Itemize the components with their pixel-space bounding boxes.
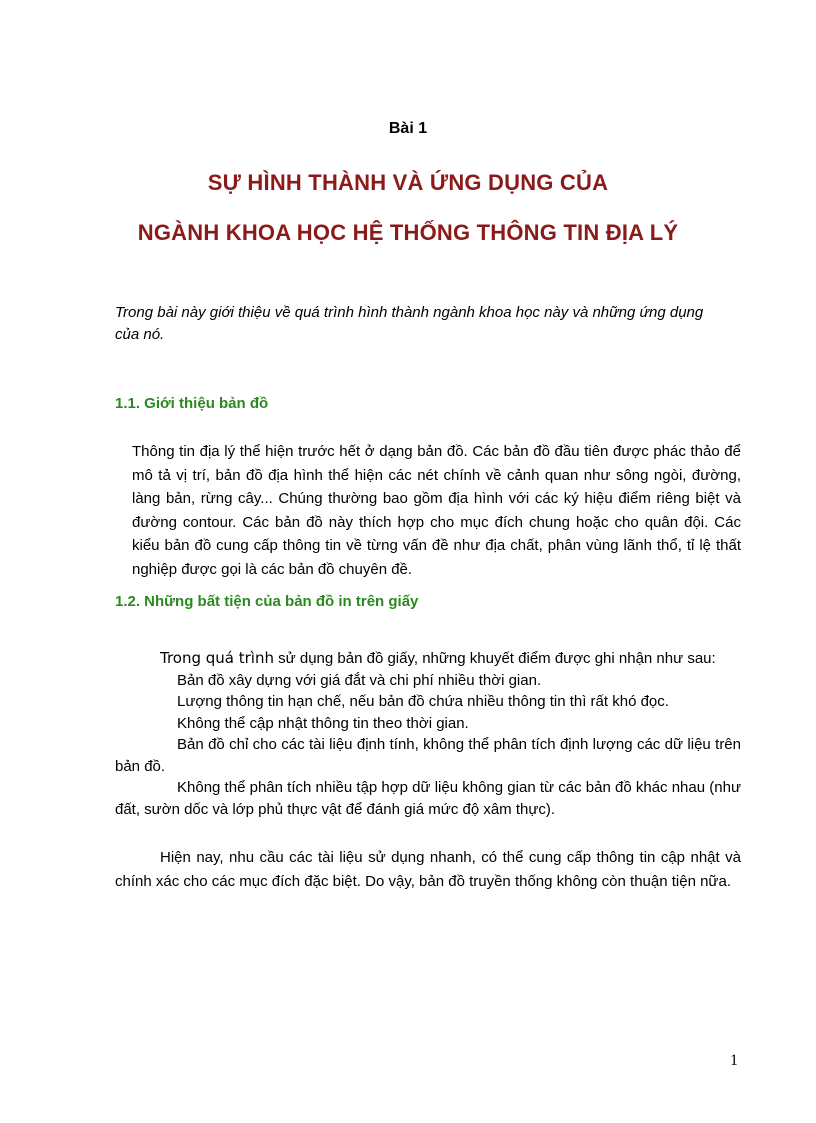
list-item: Bản đồ xây dựng với giá đắt và chi phí nhiều thời gian. [177,671,542,689]
section-1-heading: 1.1. Giới thiệu bản đồ [115,395,269,412]
section-2-lead-first: Trong quá trình [160,649,274,667]
list-item: Bản đồ chỉ cho các tài liệu định tính, không thể phân tích định lượng các dữ liệu trên bản đồ. [115,736,741,775]
section-2-closing: Hiện nay, nhu cầu các tài liệu sử dụng nhanh, có thể cung cấp thông tin cập nhật và chính xác cho các mục đích đặc biệt. Do vậy, bản đồ truyền thống không còn thuận tiện nữa. [115,849,741,890]
section-2-lead-rest: sử dụng bản đồ giấy, những khuyết điểm được ghi nhận như sau: [274,650,716,667]
title-line-1: SỰ HÌNH THÀNH VÀ ỨNG DỤNG CỦA [207,170,609,195]
section-2-lead [115,648,741,670]
section-1-body: Thông tin địa lý thể hiện trước hết ở dạng bản đồ. Các bản đồ đầu tiên được phác thảo để mô tả vị trí, bản đồ địa hình thể hiện các nét chính về cảnh quan như sông ngòi, đường, làng bản, rừng cây... Chúng thường bao gồm địa hình với các ký hiệu điểm riêng biệt và đường contour. Các bản đồ này thích hợp cho mục đích chung hoặc cho quân đội. Các kiểu bản đồ cung cấp thông tin về từng vấn đề như địa chất, phân vùng lãnh thổ, tỉ lệ thất nghiệp được gọi là các bản đồ chuyên đề. [132,443,741,578]
section-2-heading: 1.2. Những bất tiện của bản đồ in trên giấy [115,593,419,610]
section-2-body [115,648,741,820]
list-item: Không thể phân tích nhiều tập hợp dữ liệu không gian từ các bản đồ khác nhau (như đất, sườn dốc và lớp phủ thực vật để đánh giá mức độ xâm thực). [115,779,741,818]
list-item: Lượng thông tin hạn chế, nếu bản đồ chứa nhiều thông tin thì rất khó đọc. [177,693,669,710]
lesson-number: Bài 1 [388,120,428,137]
list-item: Không thể cập nhật thông tin theo thời gian. [177,714,469,732]
title-line-2: NGÀNH KHOA HỌC HỆ THỐNG THÔNG TIN ĐỊA LÝ [137,220,679,245]
intro-paragraph: Trong bài này giới thiệu về quá trình hình thành ngành khoa học này và những ứng dụng của nó. [115,304,704,343]
page-number: 1 [730,1052,738,1069]
